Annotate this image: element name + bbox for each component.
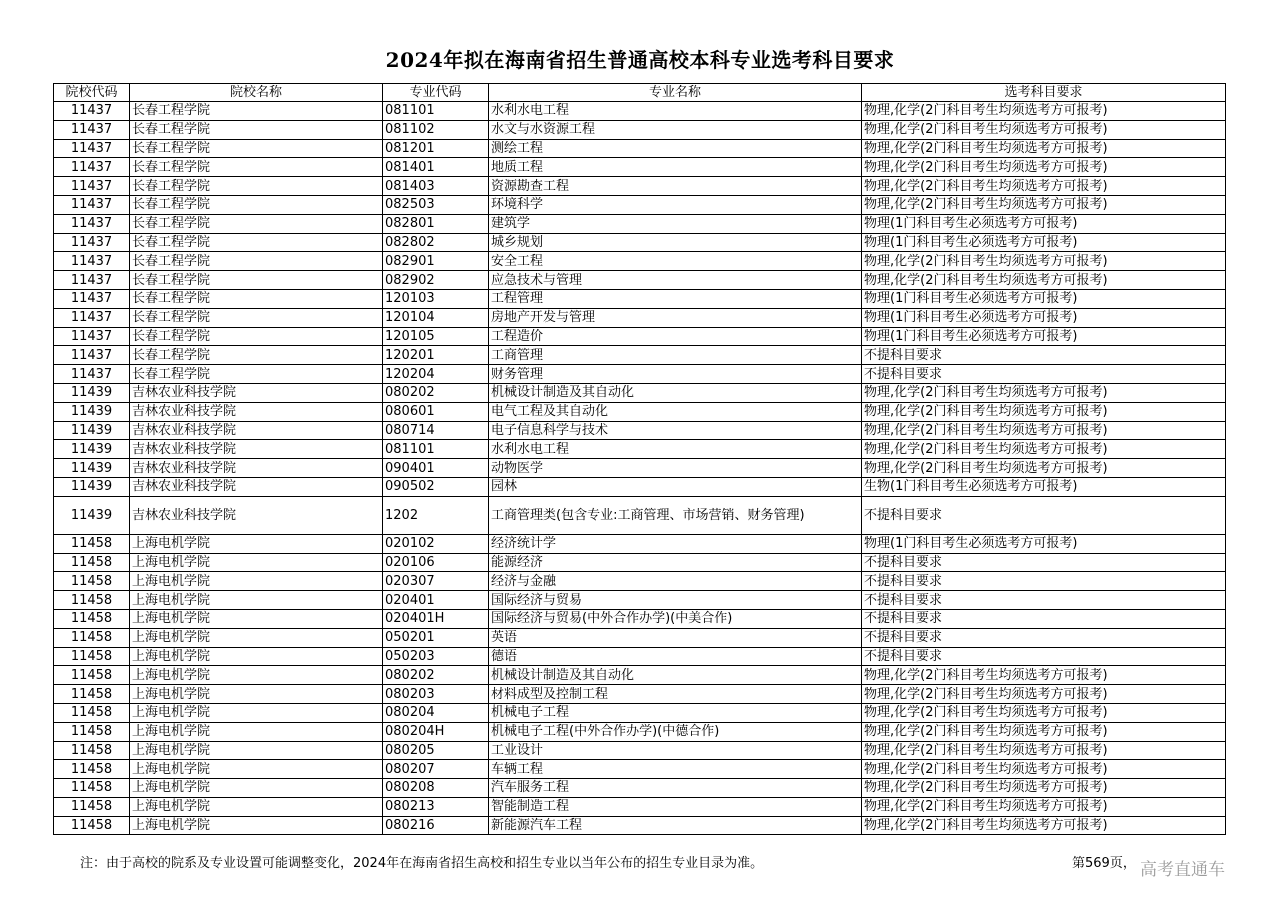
table-row (54, 779, 1226, 798)
cell-major-name: 英语 (489, 628, 862, 647)
cell-requirement: 物理(1门科目考生必须选考方可报考) (862, 214, 1226, 233)
cell-school-code: 11437 (54, 327, 130, 346)
table-row (54, 797, 1226, 816)
cell-major-code: 020401 (383, 591, 489, 610)
table-row (54, 496, 1226, 534)
cell-major-name: 水利水电工程 (489, 440, 862, 459)
cell-requirement: 物理,化学(2门科目考生均须选考方可报考) (862, 158, 1226, 177)
table-row (54, 102, 1226, 121)
cell-requirement: 物理,化学(2门科目考生均须选考方可报考) (862, 383, 1226, 402)
watermark: 高考直通车 (1140, 860, 1225, 880)
cell-requirement: 物理,化学(2门科目考生均须选考方可报考) (862, 703, 1226, 722)
cell-major-name: 汽车服务工程 (489, 779, 862, 798)
table-row (54, 233, 1226, 252)
cell-major-code: 020401H (383, 609, 489, 628)
cell-requirement: 物理,化学(2门科目考生均须选考方可报考) (862, 102, 1226, 121)
cell-major-code: 080208 (383, 779, 489, 798)
cell-school-name: 上海电机学院 (130, 666, 383, 685)
table-row (54, 327, 1226, 346)
cell-requirement: 物理,化学(2门科目考生均须选考方可报考) (862, 195, 1226, 214)
cell-school-name: 长春工程学院 (130, 195, 383, 214)
cell-major-name: 能源经济 (489, 553, 862, 572)
cell-school-code: 11437 (54, 158, 130, 177)
cell-requirement: 物理,化学(2门科目考生均须选考方可报考) (862, 816, 1226, 835)
cell-major-code: 080202 (383, 666, 489, 685)
cell-major-code: 081101 (383, 440, 489, 459)
cell-major-code: 120103 (383, 289, 489, 308)
table-row (54, 760, 1226, 779)
table-row (54, 214, 1226, 233)
cell-major-name: 国际经济与贸易(中外合作办学)(中美合作) (489, 609, 862, 628)
cell-school-code: 11437 (54, 102, 130, 121)
table-row (54, 120, 1226, 139)
cell-major-code: 082802 (383, 233, 489, 252)
cell-major-name: 环境科学 (489, 195, 862, 214)
cell-major-name: 园林 (489, 477, 862, 496)
cell-major-name: 工业设计 (489, 741, 862, 760)
cell-requirement: 不提科目要求 (862, 572, 1226, 591)
cell-school-name: 上海电机学院 (130, 797, 383, 816)
cell-school-name: 上海电机学院 (130, 685, 383, 704)
cell-major-code: 1202 (383, 496, 489, 534)
cell-school-name: 吉林农业科技学院 (130, 421, 383, 440)
cell-school-code: 11458 (54, 703, 130, 722)
cell-major-code: 082801 (383, 214, 489, 233)
cell-school-code: 11437 (54, 120, 130, 139)
cell-major-code: 080203 (383, 685, 489, 704)
cell-requirement: 不提科目要求 (862, 628, 1226, 647)
table-row (54, 421, 1226, 440)
cell-major-code: 120105 (383, 327, 489, 346)
cell-school-code: 11458 (54, 760, 130, 779)
cell-major-code: 080601 (383, 402, 489, 421)
cell-major-name: 机械设计制造及其自动化 (489, 383, 862, 402)
table-row (54, 289, 1226, 308)
cell-school-code: 11437 (54, 233, 130, 252)
cell-major-code: 080714 (383, 421, 489, 440)
table-row (54, 177, 1226, 196)
cell-school-name: 上海电机学院 (130, 703, 383, 722)
table-row (54, 252, 1226, 271)
cell-school-code: 11458 (54, 647, 130, 666)
table-row (54, 816, 1226, 835)
cell-major-name: 应急技术与管理 (489, 271, 862, 290)
cell-school-name: 上海电机学院 (130, 760, 383, 779)
cell-school-name: 上海电机学院 (130, 609, 383, 628)
header-requirement: 选考科目要求 (862, 84, 1226, 102)
cell-major-name: 经济统计学 (489, 534, 862, 553)
cell-school-name: 吉林农业科技学院 (130, 496, 383, 534)
cell-school-name: 上海电机学院 (130, 572, 383, 591)
cell-requirement: 不提科目要求 (862, 346, 1226, 365)
cell-major-code: 050203 (383, 647, 489, 666)
cell-requirement: 物理,化学(2门科目考生均须选考方可报考) (862, 459, 1226, 478)
cell-requirement: 物理(1门科目考生必须选考方可报考) (862, 289, 1226, 308)
table-row (54, 346, 1226, 365)
cell-major-name: 工商管理 (489, 346, 862, 365)
page-title: 2024年拟在海南省招生普通高校本科专业选考科目要求 (385, 48, 895, 72)
cell-requirement: 物理,化学(2门科目考生均须选考方可报考) (862, 685, 1226, 704)
cell-major-code: 080207 (383, 760, 489, 779)
table-row (54, 477, 1226, 496)
cell-school-code: 11439 (54, 440, 130, 459)
table-row (54, 402, 1226, 421)
cell-major-code: 081403 (383, 177, 489, 196)
cell-school-name: 长春工程学院 (130, 158, 383, 177)
cell-requirement: 物理,化学(2门科目考生均须选考方可报考) (862, 120, 1226, 139)
cell-major-code: 081201 (383, 139, 489, 158)
cell-major-code: 081101 (383, 102, 489, 121)
cell-school-code: 11439 (54, 402, 130, 421)
cell-major-name: 建筑学 (489, 214, 862, 233)
cell-major-code: 020307 (383, 572, 489, 591)
cell-major-name: 地质工程 (489, 158, 862, 177)
cell-school-name: 长春工程学院 (130, 214, 383, 233)
cell-school-code: 11458 (54, 685, 130, 704)
cell-school-code: 11458 (54, 609, 130, 628)
cell-school-code: 11458 (54, 553, 130, 572)
cell-major-code: 080204H (383, 722, 489, 741)
cell-requirement: 不提科目要求 (862, 496, 1226, 534)
table-row (54, 685, 1226, 704)
cell-requirement: 物理,化学(2门科目考生均须选考方可报考) (862, 421, 1226, 440)
cell-major-code: 020106 (383, 553, 489, 572)
cell-requirement: 物理,化学(2门科目考生均须选考方可报考) (862, 139, 1226, 158)
cell-school-name: 长春工程学院 (130, 365, 383, 384)
cell-major-name: 电子信息科学与技术 (489, 421, 862, 440)
table-row (54, 308, 1226, 327)
table-header-row (54, 84, 1226, 102)
cell-school-name: 吉林农业科技学院 (130, 383, 383, 402)
cell-school-code: 11437 (54, 195, 130, 214)
cell-school-code: 11458 (54, 797, 130, 816)
cell-major-code: 080216 (383, 816, 489, 835)
header-school-code: 院校代码 (54, 84, 130, 102)
cell-major-code: 081401 (383, 158, 489, 177)
table-row (54, 703, 1226, 722)
cell-school-code: 11437 (54, 177, 130, 196)
requirements-table (53, 83, 1226, 835)
cell-school-code: 11458 (54, 722, 130, 741)
cell-major-name: 财务管理 (489, 365, 862, 384)
cell-major-code: 120201 (383, 346, 489, 365)
cell-school-name: 长春工程学院 (130, 233, 383, 252)
cell-requirement: 物理,化学(2门科目考生均须选考方可报考) (862, 797, 1226, 816)
cell-school-name: 上海电机学院 (130, 647, 383, 666)
cell-school-name: 吉林农业科技学院 (130, 459, 383, 478)
cell-requirement: 物理,化学(2门科目考生均须选考方可报考) (862, 252, 1226, 271)
cell-school-name: 上海电机学院 (130, 591, 383, 610)
cell-requirement: 物理(1门科目考生必须选考方可报考) (862, 233, 1226, 252)
cell-school-code: 11458 (54, 779, 130, 798)
cell-major-name: 机械电子工程(中外合作办学)(中德合作) (489, 722, 862, 741)
table-row (54, 440, 1226, 459)
table-row (54, 383, 1226, 402)
cell-major-name: 工商管理类(包含专业:工商管理、市场营销、财务管理) (489, 496, 862, 534)
table-row (54, 591, 1226, 610)
cell-major-name: 国际经济与贸易 (489, 591, 862, 610)
table-row (54, 534, 1226, 553)
cell-requirement: 物理(1门科目考生必须选考方可报考) (862, 308, 1226, 327)
cell-major-code: 090502 (383, 477, 489, 496)
cell-requirement: 不提科目要求 (862, 609, 1226, 628)
cell-school-name: 吉林农业科技学院 (130, 440, 383, 459)
cell-school-name: 长春工程学院 (130, 139, 383, 158)
table-row (54, 459, 1226, 478)
cell-major-name: 资源勘查工程 (489, 177, 862, 196)
cell-school-name: 上海电机学院 (130, 628, 383, 647)
cell-requirement: 物理,化学(2门科目考生均须选考方可报考) (862, 440, 1226, 459)
table-row (54, 647, 1226, 666)
table-row (54, 553, 1226, 572)
cell-school-code: 11437 (54, 365, 130, 384)
cell-requirement: 不提科目要求 (862, 591, 1226, 610)
cell-requirement: 不提科目要求 (862, 553, 1226, 572)
cell-major-name: 德语 (489, 647, 862, 666)
cell-school-code: 11439 (54, 477, 130, 496)
cell-school-code: 11439 (54, 496, 130, 534)
cell-school-code: 11458 (54, 534, 130, 553)
table-row (54, 195, 1226, 214)
cell-major-name: 新能源汽车工程 (489, 816, 862, 835)
cell-school-name: 长春工程学院 (130, 252, 383, 271)
cell-major-code: 080202 (383, 383, 489, 402)
cell-school-code: 11458 (54, 666, 130, 685)
footnote: 注：由于高校的院系及专业设置可能调整变化，2024年在海南省招生高校和招生专业以当年公布的招生专业目录为准。 (80, 856, 764, 871)
cell-major-code: 090401 (383, 459, 489, 478)
cell-requirement: 物理(1门科目考生必须选考方可报考) (862, 327, 1226, 346)
cell-major-code: 120104 (383, 308, 489, 327)
cell-major-code: 080213 (383, 797, 489, 816)
cell-major-name: 电气工程及其自动化 (489, 402, 862, 421)
table-row (54, 722, 1226, 741)
cell-school-name: 长春工程学院 (130, 308, 383, 327)
cell-major-name: 材料成型及控制工程 (489, 685, 862, 704)
cell-major-name: 房地产开发与管理 (489, 308, 862, 327)
cell-school-name: 长春工程学院 (130, 271, 383, 290)
cell-major-code: 081102 (383, 120, 489, 139)
header-school-name: 院校名称 (130, 84, 383, 102)
cell-school-name: 长春工程学院 (130, 102, 383, 121)
cell-school-name: 上海电机学院 (130, 534, 383, 553)
cell-requirement: 物理(1门科目考生必须选考方可报考) (862, 534, 1226, 553)
cell-major-code: 020102 (383, 534, 489, 553)
cell-requirement: 物理,化学(2门科目考生均须选考方可报考) (862, 666, 1226, 685)
cell-requirement: 不提科目要求 (862, 647, 1226, 666)
cell-requirement: 物理,化学(2门科目考生均须选考方可报考) (862, 741, 1226, 760)
table-row (54, 666, 1226, 685)
cell-school-code: 11437 (54, 252, 130, 271)
cell-major-name: 安全工程 (489, 252, 862, 271)
table-row (54, 158, 1226, 177)
cell-school-name: 上海电机学院 (130, 741, 383, 760)
cell-requirement: 物理,化学(2门科目考生均须选考方可报考) (862, 779, 1226, 798)
table-row (54, 628, 1226, 647)
cell-school-name: 上海电机学院 (130, 816, 383, 835)
cell-school-name: 长春工程学院 (130, 327, 383, 346)
header-major-name: 专业名称 (489, 84, 862, 102)
header-major-code: 专业代码 (383, 84, 489, 102)
cell-requirement: 物理,化学(2门科目考生均须选考方可报考) (862, 722, 1226, 741)
page-number: 第569页， (1072, 856, 1136, 871)
cell-school-name: 长春工程学院 (130, 120, 383, 139)
cell-major-name: 水文与水资源工程 (489, 120, 862, 139)
cell-school-name: 长春工程学院 (130, 177, 383, 196)
cell-school-code: 11458 (54, 741, 130, 760)
cell-school-name: 上海电机学院 (130, 779, 383, 798)
cell-requirement: 物理,化学(2门科目考生均须选考方可报考) (862, 402, 1226, 421)
table-row (54, 139, 1226, 158)
cell-major-code: 082503 (383, 195, 489, 214)
table-row (54, 572, 1226, 591)
cell-major-name: 机械设计制造及其自动化 (489, 666, 862, 685)
cell-major-code: 082902 (383, 271, 489, 290)
cell-major-code: 120204 (383, 365, 489, 384)
cell-major-name: 工程造价 (489, 327, 862, 346)
cell-school-code: 11437 (54, 289, 130, 308)
cell-requirement: 生物(1门科目考生必须选考方可报考) (862, 477, 1226, 496)
cell-major-code: 080205 (383, 741, 489, 760)
cell-major-code: 050201 (383, 628, 489, 647)
cell-major-name: 动物医学 (489, 459, 862, 478)
cell-school-code: 11437 (54, 308, 130, 327)
cell-major-name: 工程管理 (489, 289, 862, 308)
table-row (54, 271, 1226, 290)
cell-school-name: 吉林农业科技学院 (130, 402, 383, 421)
table-row (54, 609, 1226, 628)
cell-school-code: 11437 (54, 346, 130, 365)
cell-school-code: 11437 (54, 214, 130, 233)
cell-school-name: 上海电机学院 (130, 722, 383, 741)
cell-major-name: 智能制造工程 (489, 797, 862, 816)
table-row (54, 365, 1226, 384)
cell-school-code: 11439 (54, 421, 130, 440)
cell-major-code: 080204 (383, 703, 489, 722)
cell-school-code: 11437 (54, 139, 130, 158)
cell-major-name: 车辆工程 (489, 760, 862, 779)
cell-requirement: 物理,化学(2门科目考生均须选考方可报考) (862, 760, 1226, 779)
cell-school-code: 11437 (54, 271, 130, 290)
cell-major-name: 城乡规划 (489, 233, 862, 252)
cell-school-name: 吉林农业科技学院 (130, 477, 383, 496)
cell-major-name: 机械电子工程 (489, 703, 862, 722)
cell-major-name: 水利水电工程 (489, 102, 862, 121)
cell-school-code: 11439 (54, 383, 130, 402)
cell-requirement: 不提科目要求 (862, 365, 1226, 384)
cell-school-code: 11458 (54, 572, 130, 591)
cell-major-name: 经济与金融 (489, 572, 862, 591)
cell-major-name: 测绘工程 (489, 139, 862, 158)
cell-major-code: 082901 (383, 252, 489, 271)
cell-requirement: 物理,化学(2门科目考生均须选考方可报考) (862, 177, 1226, 196)
cell-school-name: 长春工程学院 (130, 346, 383, 365)
cell-requirement: 物理,化学(2门科目考生均须选考方可报考) (862, 271, 1226, 290)
cell-school-code: 11458 (54, 816, 130, 835)
cell-school-code: 11458 (54, 628, 130, 647)
table-row (54, 741, 1226, 760)
cell-school-code: 11458 (54, 591, 130, 610)
cell-school-name: 长春工程学院 (130, 289, 383, 308)
cell-school-name: 上海电机学院 (130, 553, 383, 572)
cell-school-code: 11439 (54, 459, 130, 478)
